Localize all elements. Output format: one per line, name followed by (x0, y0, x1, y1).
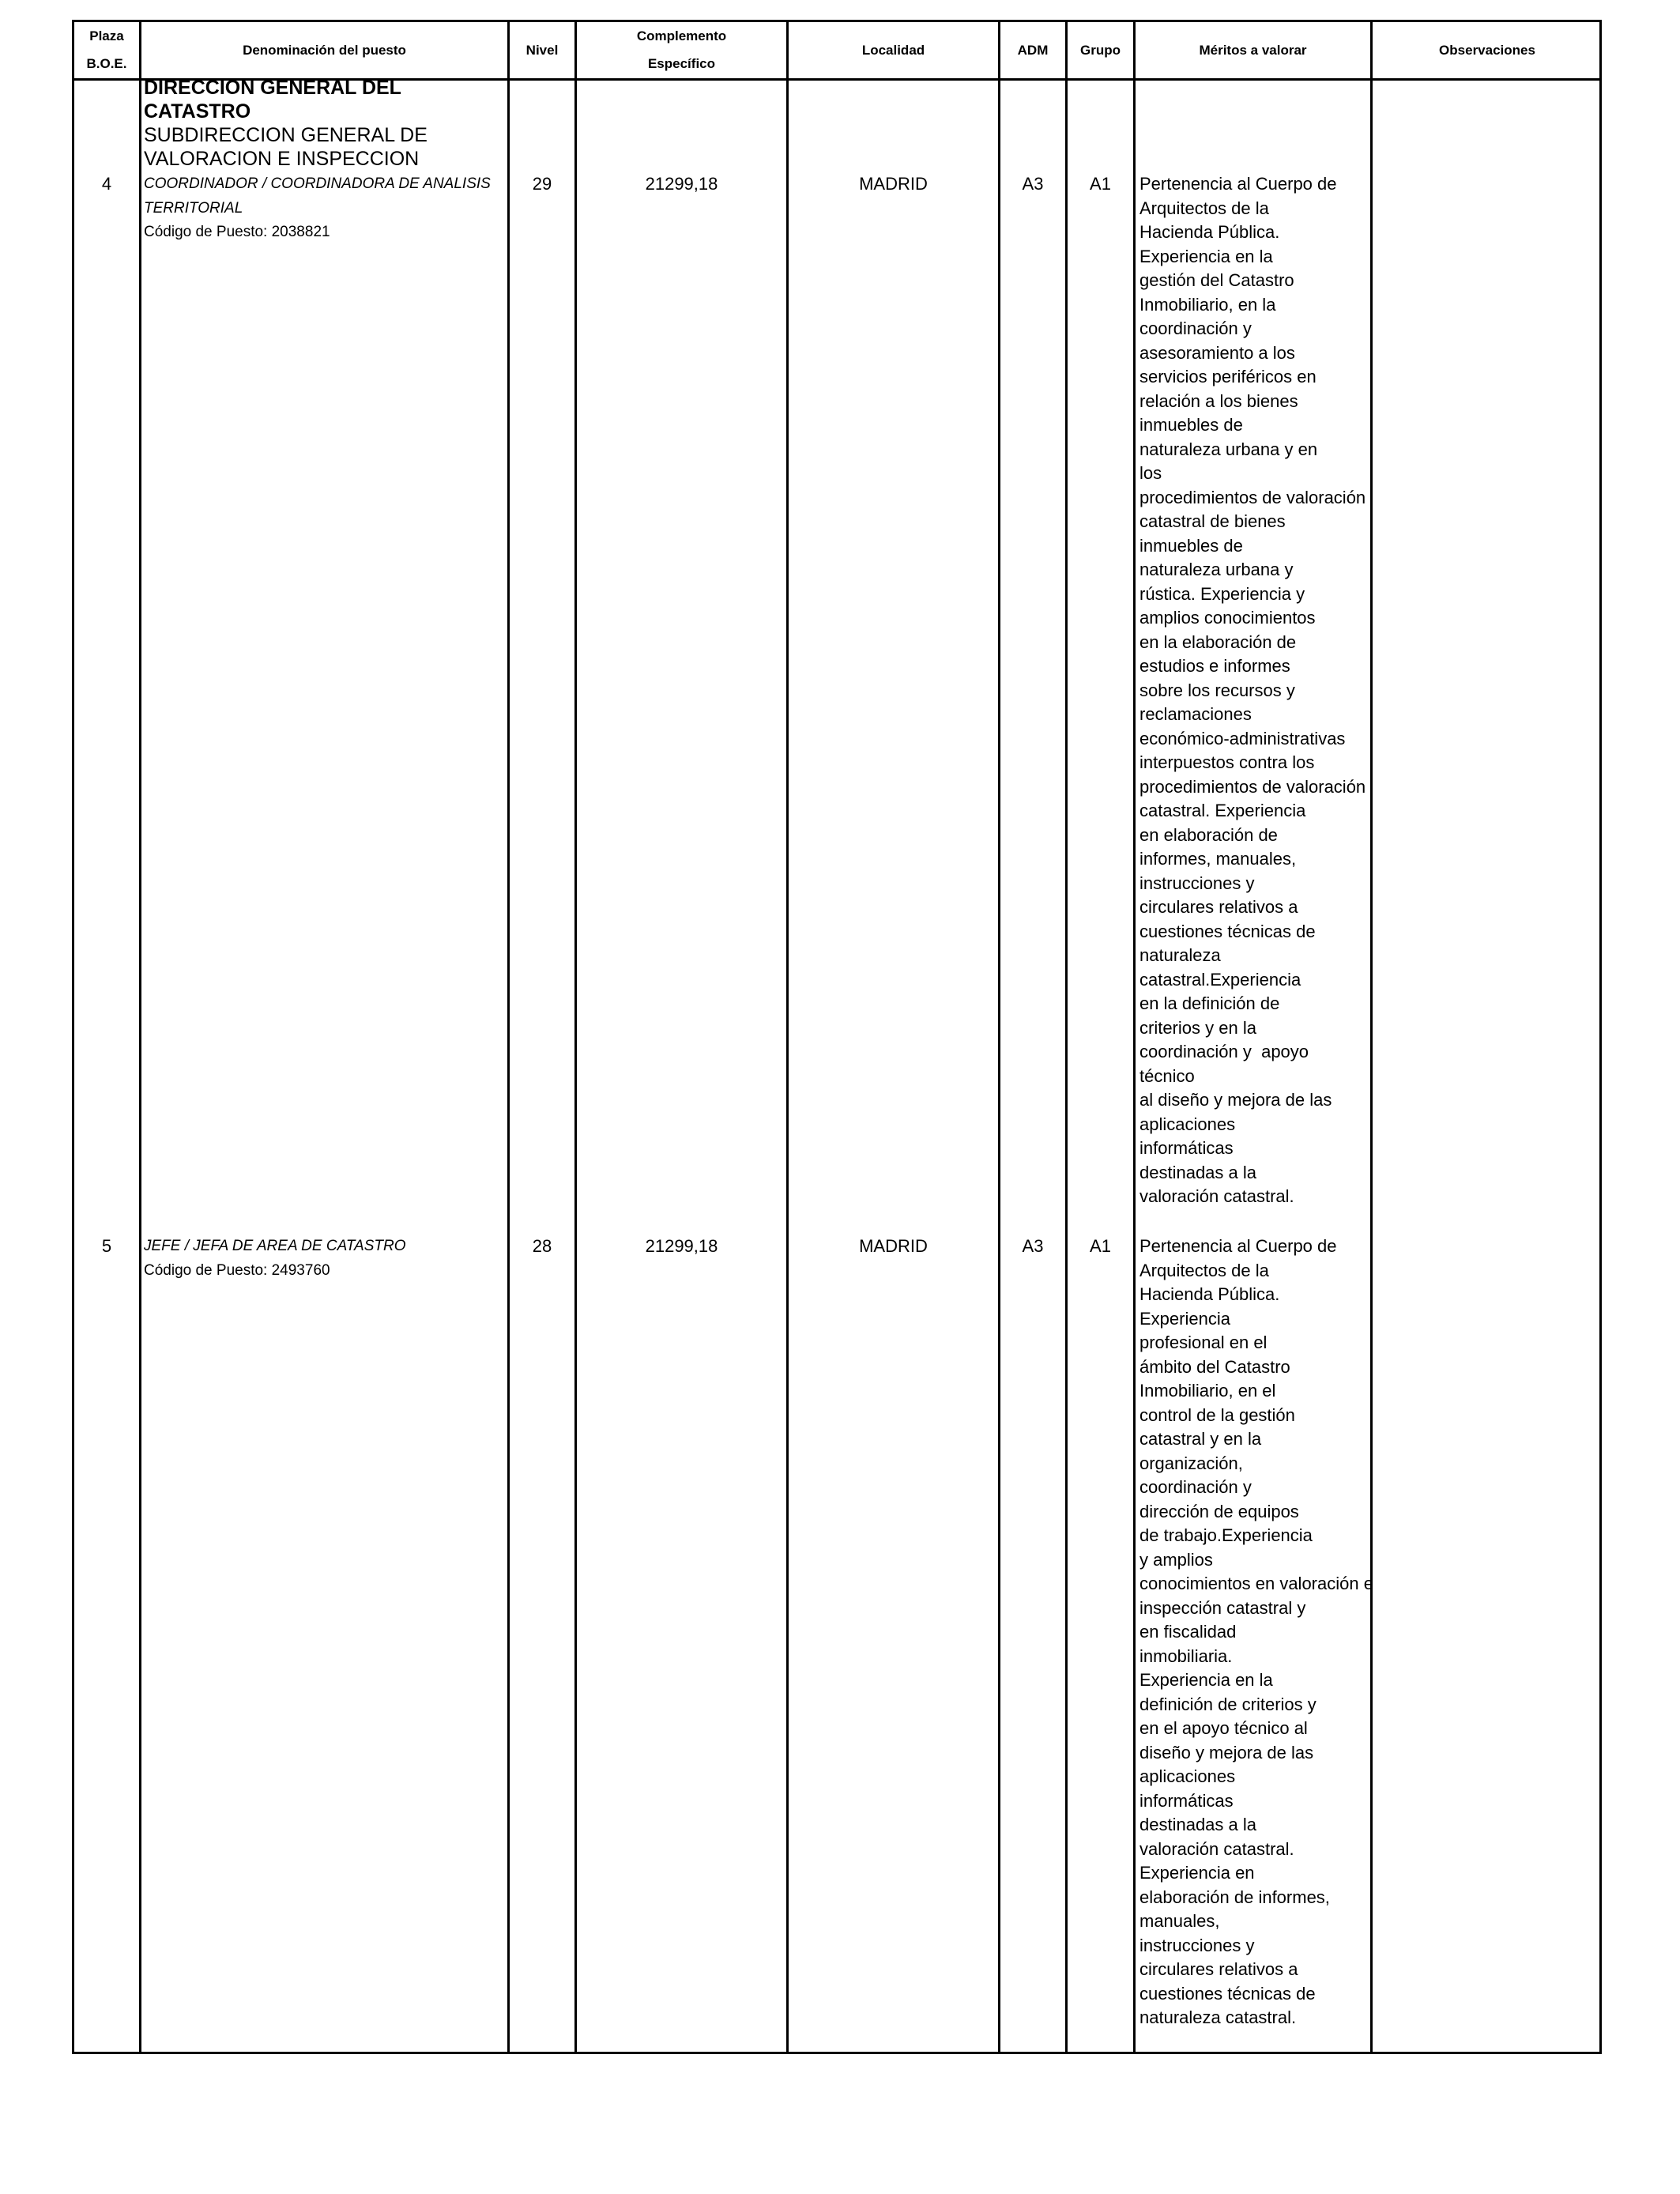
merit-line: elaboración de informes, (1139, 1887, 1330, 1907)
merit-line: diseño y mejora de las (1139, 1742, 1314, 1762)
merit-line: Inmobiliario, en la (1139, 294, 1276, 315)
merit-line: catastral de bienes (1139, 511, 1286, 531)
merit-line: coordinación y (1139, 319, 1252, 338)
merit-line: instrucciones y (1139, 1935, 1255, 1955)
merit-line: en fiscalidad (1139, 1622, 1237, 1642)
header-grupo: Grupo (1080, 42, 1121, 58)
merit-line: destinadas a la (1139, 1162, 1256, 1182)
subdireccion-line1: SUBDIRECCION GENERAL DE (144, 124, 428, 146)
merit-line: al diseño y mejora de las (1139, 1090, 1332, 1110)
merit-line: en el apoyo técnico al (1139, 1718, 1308, 1738)
merit-line: estudios e informes (1139, 656, 1290, 676)
merit-line: cuestiones técnicas de (1139, 921, 1316, 941)
merit-line: Experiencia en la (1139, 1670, 1273, 1690)
merit-line: valoración catastral. (1139, 1186, 1294, 1206)
merit-line: reclamaciones (1139, 704, 1252, 724)
subdireccion-line2: VALORACION E INSPECCION (144, 148, 420, 170)
merit-line: informes, manuales, (1139, 849, 1297, 869)
row-5-puesto (144, 1235, 406, 1283)
merit-line: cuestiones técnicas de (1139, 1983, 1316, 2004)
merit-line: organización, (1139, 1453, 1243, 1473)
merit-line: asesoramiento a los (1139, 342, 1295, 363)
merit-line: sobre los recursos y (1139, 680, 1295, 700)
merit-line: en la definición de (1139, 993, 1280, 1013)
row-5-codigo: Código de Puesto: 2493760 (144, 1261, 330, 1279)
merit-line: servicios periféricos en (1139, 367, 1317, 386)
merit-line: inmuebles de (1139, 415, 1243, 435)
merit-line: y amplios (1139, 1549, 1213, 1570)
col-divider (1065, 20, 1068, 2054)
col-divider (998, 20, 1000, 2054)
row-5-adm: A3 (1022, 1236, 1044, 1256)
row-5-puesto-line1: JEFE / JEFA DE AREA DE CATASTRO (144, 1238, 406, 1254)
merit-line: los (1139, 463, 1162, 483)
merit-line: instrucciones y (1139, 873, 1255, 893)
row-5-meritos (1139, 1235, 1373, 2030)
merit-line: Inmobiliario, en el (1139, 1381, 1276, 1400)
merit-line: Hacienda Pública. (1139, 1284, 1280, 1304)
merit-line: conocimientos en valoración e (1139, 1574, 1373, 1593)
header-localidad: Localidad (861, 42, 925, 58)
merit-line: relación a los bienes (1139, 390, 1298, 411)
merit-line: circulares relativos a (1139, 897, 1298, 917)
merit-line: coordinación y (1139, 1477, 1252, 1497)
header-complemento-line2: Específico (647, 56, 716, 71)
merit-line: Pertenencia al Cuerpo de (1139, 1236, 1337, 1256)
header-denominacion: Denominación del puesto (243, 42, 406, 58)
header-plaza-line1: Plaza (89, 28, 124, 43)
row-5-nivel: 28 (532, 1236, 552, 1256)
merit-line: informáticas (1139, 1138, 1234, 1158)
merit-line: aplicaciones (1139, 1766, 1236, 1786)
col-divider (507, 20, 510, 2054)
merit-line: en elaboración de (1139, 824, 1278, 845)
row-5-grupo: A1 (1090, 1236, 1111, 1256)
col-divider (786, 20, 789, 2054)
header-adm: ADM (1017, 42, 1049, 58)
row-4-plaza: 4 (101, 174, 112, 194)
header-plaza (74, 22, 139, 78)
header-plaza-line2: B.O.E. (86, 56, 127, 71)
row-4-nivel: 29 (532, 174, 552, 194)
header-observaciones: Observaciones (1439, 42, 1535, 58)
merit-line: naturaleza catastral. (1139, 2007, 1297, 2027)
row-4-puesto-line2: TERRITORIAL (144, 199, 243, 217)
merit-line: procedimientos de valoración (1139, 487, 1366, 507)
merit-line: procedimientos de valoración (1139, 776, 1366, 797)
merit-line: destinadas a la (1139, 1815, 1256, 1834)
merit-line: definición de criterios y (1139, 1694, 1317, 1714)
merit-line: técnico (1139, 1065, 1195, 1086)
merit-line: ámbito del Catastro (1139, 1356, 1290, 1377)
header-complemento (577, 22, 786, 78)
merit-line: Pertenencia al Cuerpo de (1139, 174, 1337, 194)
merit-line: Hacienda Pública. (1139, 222, 1280, 242)
row-4-meritos (1139, 172, 1365, 1209)
merit-line: naturaleza urbana y (1139, 560, 1294, 579)
merit-line: económico-administrativas (1139, 728, 1346, 748)
merit-line: inmuebles de (1139, 535, 1243, 556)
merit-line: catastral.Experiencia (1139, 969, 1301, 990)
row-4-grupo: A1 (1090, 174, 1111, 194)
merit-line: circulares relativos a (1139, 1959, 1298, 1979)
merit-line: valoración catastral. (1139, 1838, 1294, 1859)
merit-line: manuales, (1139, 1911, 1220, 1931)
row-5-complemento: 21299,18 (645, 1236, 718, 1256)
row-4-complemento: 21299,18 (645, 174, 718, 194)
merit-line: coordinación y apoyo (1139, 1042, 1309, 1061)
merit-line: Experiencia en (1139, 1863, 1255, 1883)
merit-line: dirección de equipos (1139, 1501, 1299, 1521)
merit-line: inmobiliaria. (1139, 1646, 1233, 1666)
merit-line: amplios conocimientos (1139, 608, 1316, 628)
merit-line: rústica. Experiencia y (1139, 583, 1305, 604)
merit-line: Experiencia en la (1139, 246, 1273, 266)
header-meritos: Méritos a valorar (1199, 42, 1307, 58)
direccion-line2: CATASTRO (144, 100, 251, 123)
merit-line: en la elaboración de (1139, 631, 1297, 652)
merit-line: criterios y en la (1139, 1017, 1256, 1038)
merit-line: control de la gestión (1139, 1404, 1295, 1425)
merit-line: naturaleza urbana y en (1139, 439, 1318, 459)
col-divider (139, 20, 141, 2054)
header-nivel: Nivel (525, 42, 559, 58)
col-divider (1133, 20, 1136, 2054)
merit-line: profesional en el (1139, 1333, 1268, 1352)
merit-line: aplicaciones (1139, 1114, 1236, 1134)
subdireccion-general (144, 123, 428, 171)
row-4-puesto (144, 172, 491, 245)
row-5-plaza: 5 (101, 1236, 112, 1256)
row-4-puesto-line1: COORDINADOR / COORDINADORA DE ANALISIS (144, 175, 491, 192)
merit-line: inspección catastral y (1139, 1597, 1306, 1618)
row-4-adm: A3 (1022, 174, 1044, 194)
merit-line: Arquitectos de la (1139, 1260, 1269, 1280)
header-complemento-line1: Complemento (636, 28, 727, 43)
col-divider (574, 20, 577, 2054)
merit-line: interpuestos contra los (1139, 752, 1315, 772)
merit-line: gestión del Catastro (1139, 270, 1294, 290)
merit-line: informáticas (1139, 1790, 1234, 1811)
merit-line: catastral y en la (1139, 1429, 1262, 1449)
merit-line: naturaleza (1139, 945, 1221, 965)
row-4-codigo: Código de Puesto: 2038821 (144, 224, 330, 240)
merit-line: catastral. Experiencia (1139, 801, 1306, 820)
merit-line: Arquitectos de la (1139, 198, 1269, 218)
merit-line: Experiencia (1139, 1308, 1230, 1329)
row-5-localidad: MADRID (859, 1236, 928, 1256)
direccion-line1: DIRECCION GENERAL DEL (144, 77, 401, 99)
row-4-localidad: MADRID (859, 174, 928, 194)
direccion-general (144, 76, 401, 123)
merit-line: de trabajo.Experiencia (1139, 1525, 1313, 1545)
